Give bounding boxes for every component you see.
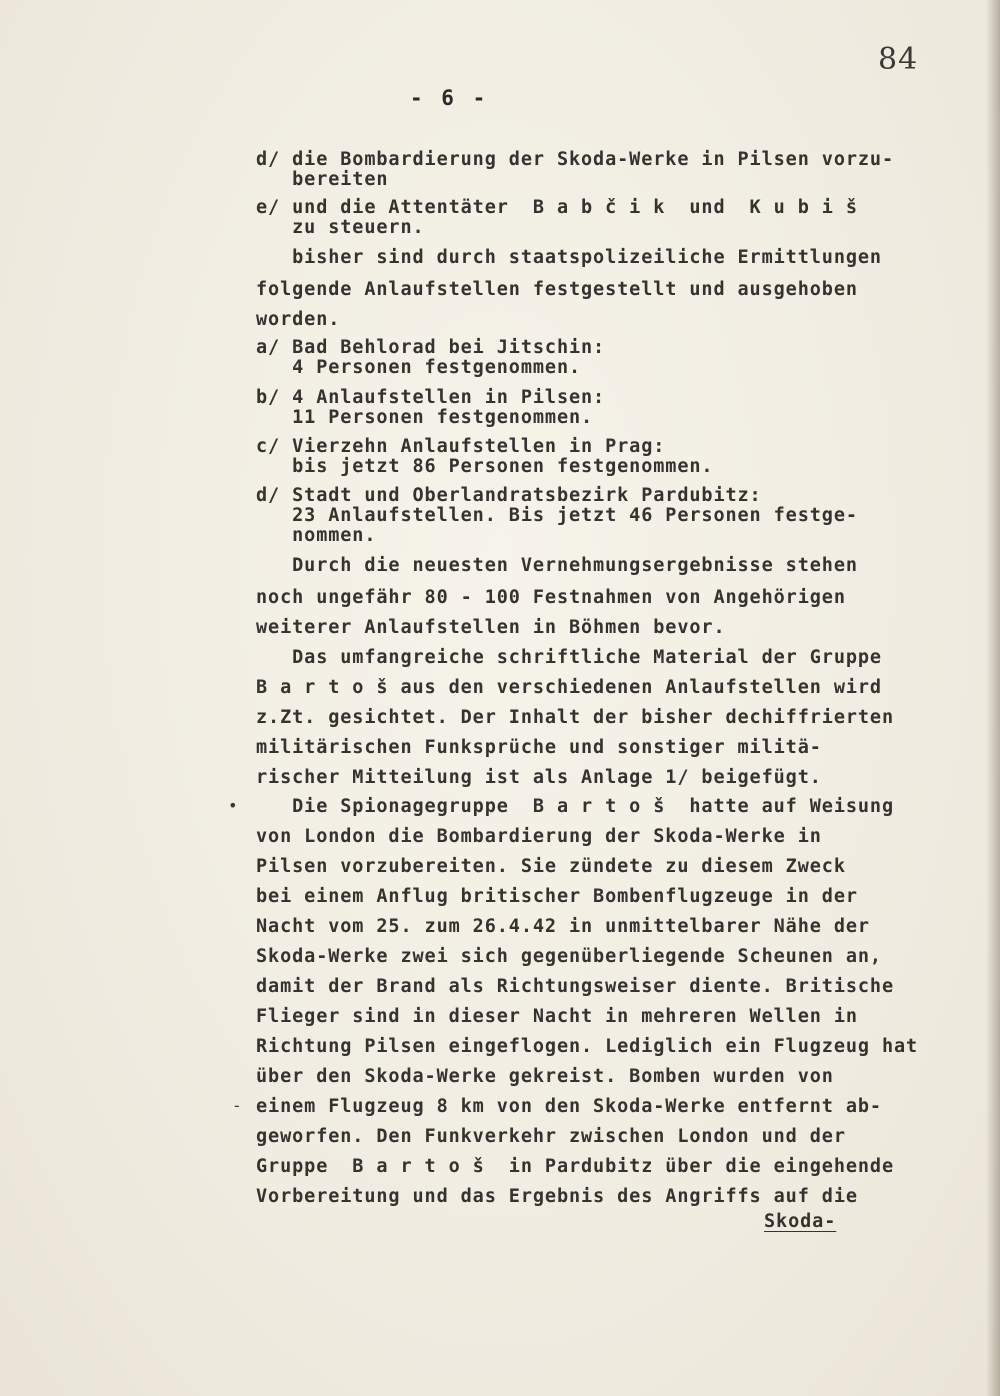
text-line: c/ Vierzehn Anlaufstellen in Prag: xyxy=(256,436,666,457)
text-line: Die Spionagegruppe B a r t o š hatte auf Weisung xyxy=(256,796,895,817)
text-line: zu steuern. xyxy=(256,217,425,238)
text-line: noch ungefähr 80 - 100 Festnahmen von Angehörigen xyxy=(256,587,846,608)
margin-dash: - xyxy=(232,1096,242,1115)
text-line: Flieger sind in dieser Nacht in mehreren Wellen in xyxy=(256,1006,858,1027)
text-line: Nacht vom 25. zum 26.4.42 in unmittelbarer Nähe der xyxy=(256,916,870,937)
text-line: Gruppe B a r t o š in Pardubitz über die eingehende xyxy=(256,1156,895,1177)
text-line: damit der Brand als Richtungsweiser diente. Britische xyxy=(256,976,895,997)
text-line: einem Flugzeug 8 km von den Skoda-Werke entfernt ab- xyxy=(256,1096,882,1117)
text-line: d/ Stadt und Oberlandratsbezirk Pardubitz: xyxy=(256,485,762,506)
text-line: bis jetzt 86 Personen festgenommen. xyxy=(256,456,714,477)
text-line: bisher sind durch staatspolizeiliche Ermittlungen xyxy=(256,247,882,268)
text-line: bereiten xyxy=(256,169,389,190)
text-line: nommen. xyxy=(256,525,377,546)
text-line: Pilsen vorzubereiten. Sie zündete zu diesem Zweck xyxy=(256,856,846,877)
text-line: b/ 4 Anlaufstellen in Pilsen: xyxy=(256,387,606,408)
text-line: rischer Mitteilung ist als Anlage 1/ beigefügt. xyxy=(256,767,822,788)
folio-number: 84 xyxy=(878,42,919,77)
catchword: Skoda- xyxy=(764,1211,837,1232)
text-line: bei einem Anflug britischer Bombenflugzeuge in der xyxy=(256,886,858,907)
text-line: Vorbereitung und das Ergebnis des Angriffs auf die xyxy=(256,1186,858,1207)
text-line: 11 Personen festgenommen. xyxy=(256,407,594,428)
text-line: geworfen. Den Funkverkehr zwischen London und der xyxy=(256,1126,846,1147)
text-line: 4 Personen festgenommen. xyxy=(256,357,582,378)
text-line: Skoda-Werke zwei sich gegenüberliegende Scheunen an, xyxy=(256,946,882,967)
text-line: Richtung Pilsen eingeflogen. Lediglich ein Flugzeug hat xyxy=(256,1036,919,1057)
text-line: d/ die Bombardierung der Skoda-Werke in Pilsen vorzu- xyxy=(256,149,895,170)
margin-dot: • xyxy=(228,796,238,815)
text-line: B a r t o š aus den verschiedenen Anlaufstellen wird xyxy=(256,677,882,698)
text-line: über den Skoda-Werke gekreist. Bomben wurden von xyxy=(256,1066,834,1087)
text-line: Das umfangreiche schriftliche Material der Gruppe xyxy=(256,647,882,668)
text-line: von London die Bombardierung der Skoda-Werke in xyxy=(256,826,822,847)
text-line: Durch die neuesten Vernehmungsergebnisse stehen xyxy=(256,555,858,576)
text-line: militärischen Funksprüche und sonstiger militä- xyxy=(256,737,822,758)
text-line: folgende Anlaufstellen festgestellt und ausgehoben xyxy=(256,279,858,300)
text-line: 23 Anlaufstellen. Bis jetzt 46 Personen festge- xyxy=(256,505,858,526)
text-line: e/ und die Attentäter B a b č i k und K u b i š xyxy=(256,197,858,218)
page-number: - 6 - xyxy=(410,86,489,110)
text-line: a/ Bad Behlorad bei Jitschin: xyxy=(256,337,606,358)
paper-edge-shadow xyxy=(986,0,1000,1396)
text-line: weiterer Anlaufstellen in Böhmen bevor. xyxy=(256,617,726,638)
text-line: z.Zt. gesichtet. Der Inhalt der bisher dechiffrierten xyxy=(256,707,895,728)
text-line: worden. xyxy=(256,309,341,330)
